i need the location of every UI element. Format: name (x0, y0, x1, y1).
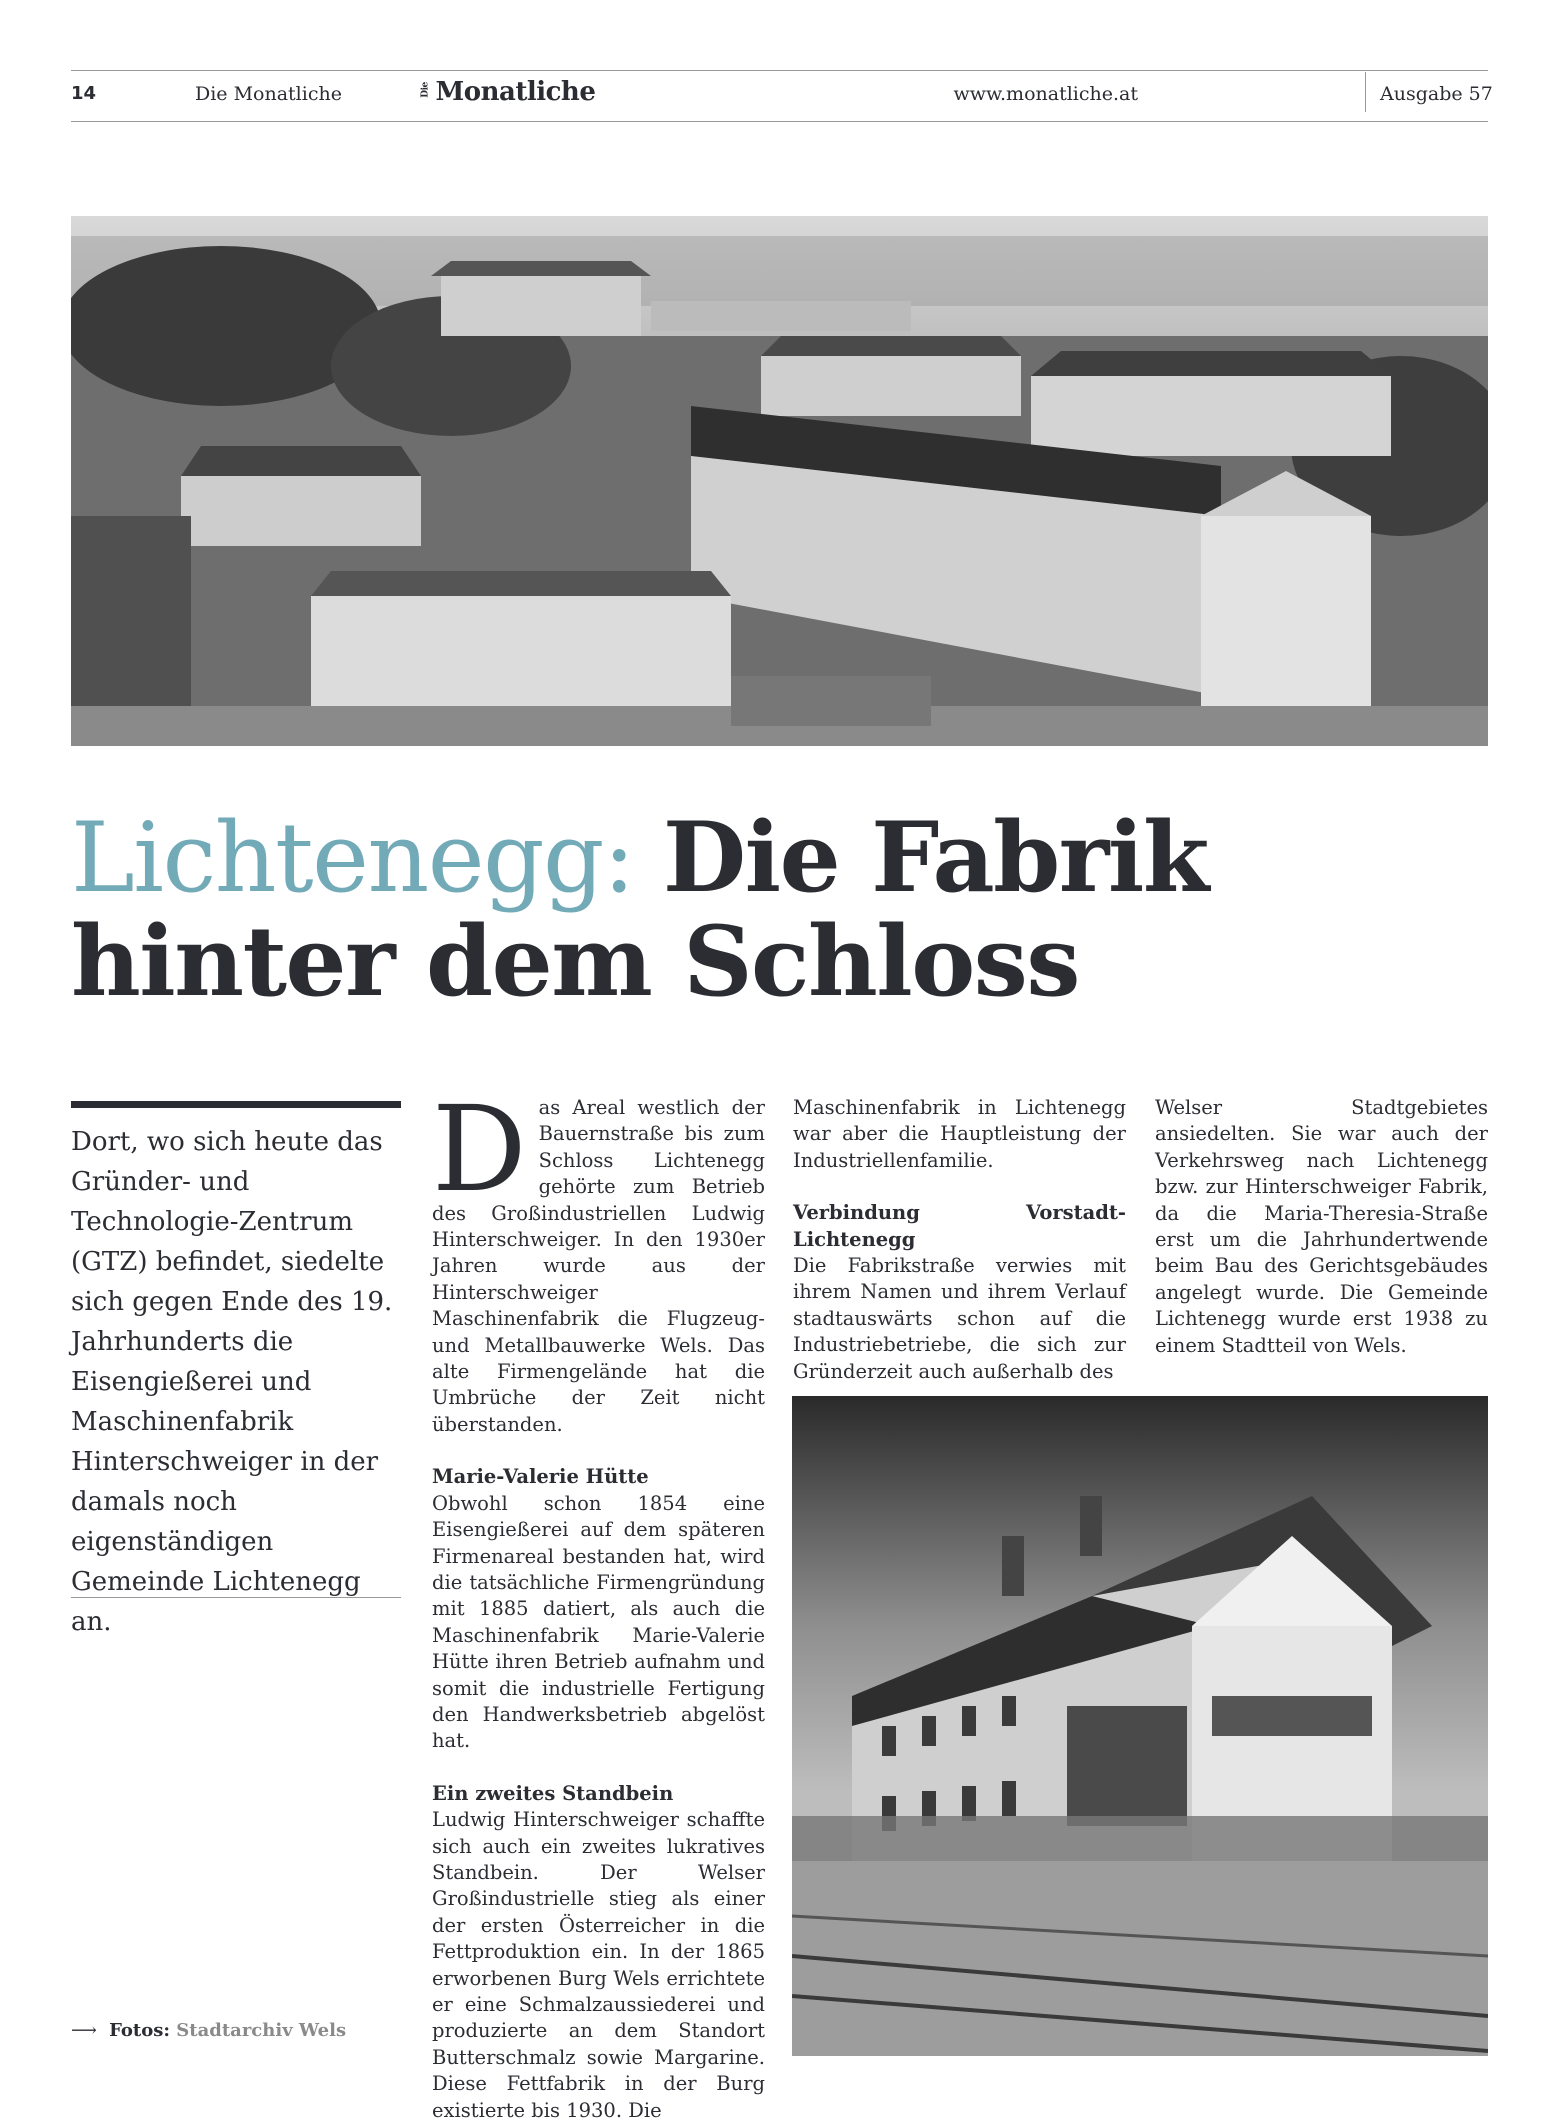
drop-cap: D (432, 1080, 527, 1218)
intro-rule-top (71, 1101, 401, 1108)
subhead-zweites-standbein: Ein zweites Standbein (432, 1781, 674, 1805)
header-rule-bottom (71, 121, 1488, 122)
col3-paragraph-1: Welser Stadtgebietes ansiedelten. Sie war auch der Verkehrsweg nach Lichtenegg bzw. zur Hinterschweiger Fabrik, da die Maria-Theresia-Straße erst um die Jahrhundertwende beim Bau des Gerichtsgebäudes angelegt wurde. Die Gemeinde Lichtenegg wurde erst 1938 zu einem Stadtteil von Wels. (1155, 1096, 1488, 1357)
header-separator (1365, 72, 1366, 112)
body-column-1 (432, 1080, 765, 2124)
logo-small-text: Die (420, 82, 431, 98)
publication-name: Die Monatliche (195, 83, 342, 105)
col2-paragraph-2: Die Fabrikstraße verwies mit ihrem Namen und ihrem Verlauf stadtauswärts schon auf die Industriebetriebe, die sich zur Gründerzeit auch außerhalb des (793, 1254, 1126, 1383)
subhead-verbindung: Verbindung Vorstadt-Lichtenegg (793, 1201, 1126, 1251)
col2-paragraph-1: Maschinenfabrik in Lichtenegg war aber die Hauptleistung der Industriellenfamilie. (793, 1096, 1126, 1172)
historic-building-photo (792, 1396, 1488, 2056)
col1-paragraph-3: Ludwig Hinterschweiger schaffte sich auch ein zweites lukratives Standbein. Der Welser Großindustrielle stieg als einer der ersten Österreicher in die Fettproduktion ein. In der 1865 erworbenen Burg Wels errichtete er eine Schmalzaussiederei und produzierte an dem Standort Butterschmalz sowie Margarine. Diese Fettfabrik in der Burg existierte bis 1930. Die (432, 1808, 765, 2122)
body-column-3 (1155, 1095, 1488, 1359)
article-headline (71, 801, 1491, 1018)
credit-source: Stadtarchiv Wels (176, 2020, 347, 2041)
factory-aerial-illustration (71, 216, 1488, 746)
col1-paragraph-1: Das Areal westlich der Bauernstraße bis zum Schloss Lichtenegg gehörte zum Betrieb des Großindustriellen Ludwig Hinterschweiger. In den 1930er Jahren wurde aus der Hinterschweiger Maschinenfabrik die Flugzeug- und Metallbauwerke Wels. Das alte Firmengelände hat die Umbrüche der Zeit nicht überstanden. (432, 1080, 765, 1436)
intro-rule-bottom (71, 1597, 401, 1598)
intro-paragraph: Dort, wo sich heute das Gründer- und Technologie-Zentrum (GTZ) befindet, siedelte sich gegen Ende des 19. Jahrhunderts die Eisengießerei und Maschinenfabrik Hinterschweiger in der damals noch eigenständigen Gemeinde Lichtenegg an. (71, 1127, 393, 1637)
subhead-marie-valerie: Marie-Valerie Hütte (432, 1465, 649, 1489)
website-url[interactable]: www.monatliche.at (953, 83, 1138, 105)
page-number: 14 (71, 83, 97, 104)
col1-paragraph-2: Obwohl schon 1854 eine Eisengießerei auf dem späteren Firmenareal bestanden hat, wird die tatsächliche Firmengründung mit 1885 datiert, als auch die Maschinenfabrik Marie-Valerie Hütte ihren Betrieb aufnahm und somit die industrielle Fertigung den Handwerksbetrieb abgelöst hat. (432, 1491, 765, 1753)
credit-label: Fotos: (109, 2020, 170, 2041)
arrow-icon: ⟶ (71, 2020, 97, 2041)
headline-kicker: Lichtenegg: (71, 802, 634, 914)
headline-main: Die Fabrik hinter dem Schloss (71, 801, 1208, 1018)
body-column-2 (793, 1095, 1126, 1385)
header-rule-top (71, 70, 1488, 71)
issue-number: Ausgabe 57 (1380, 83, 1493, 105)
photo-credit (71, 2020, 346, 2041)
masthead-logo (418, 77, 596, 107)
logo-text: Monatliche (435, 77, 596, 107)
